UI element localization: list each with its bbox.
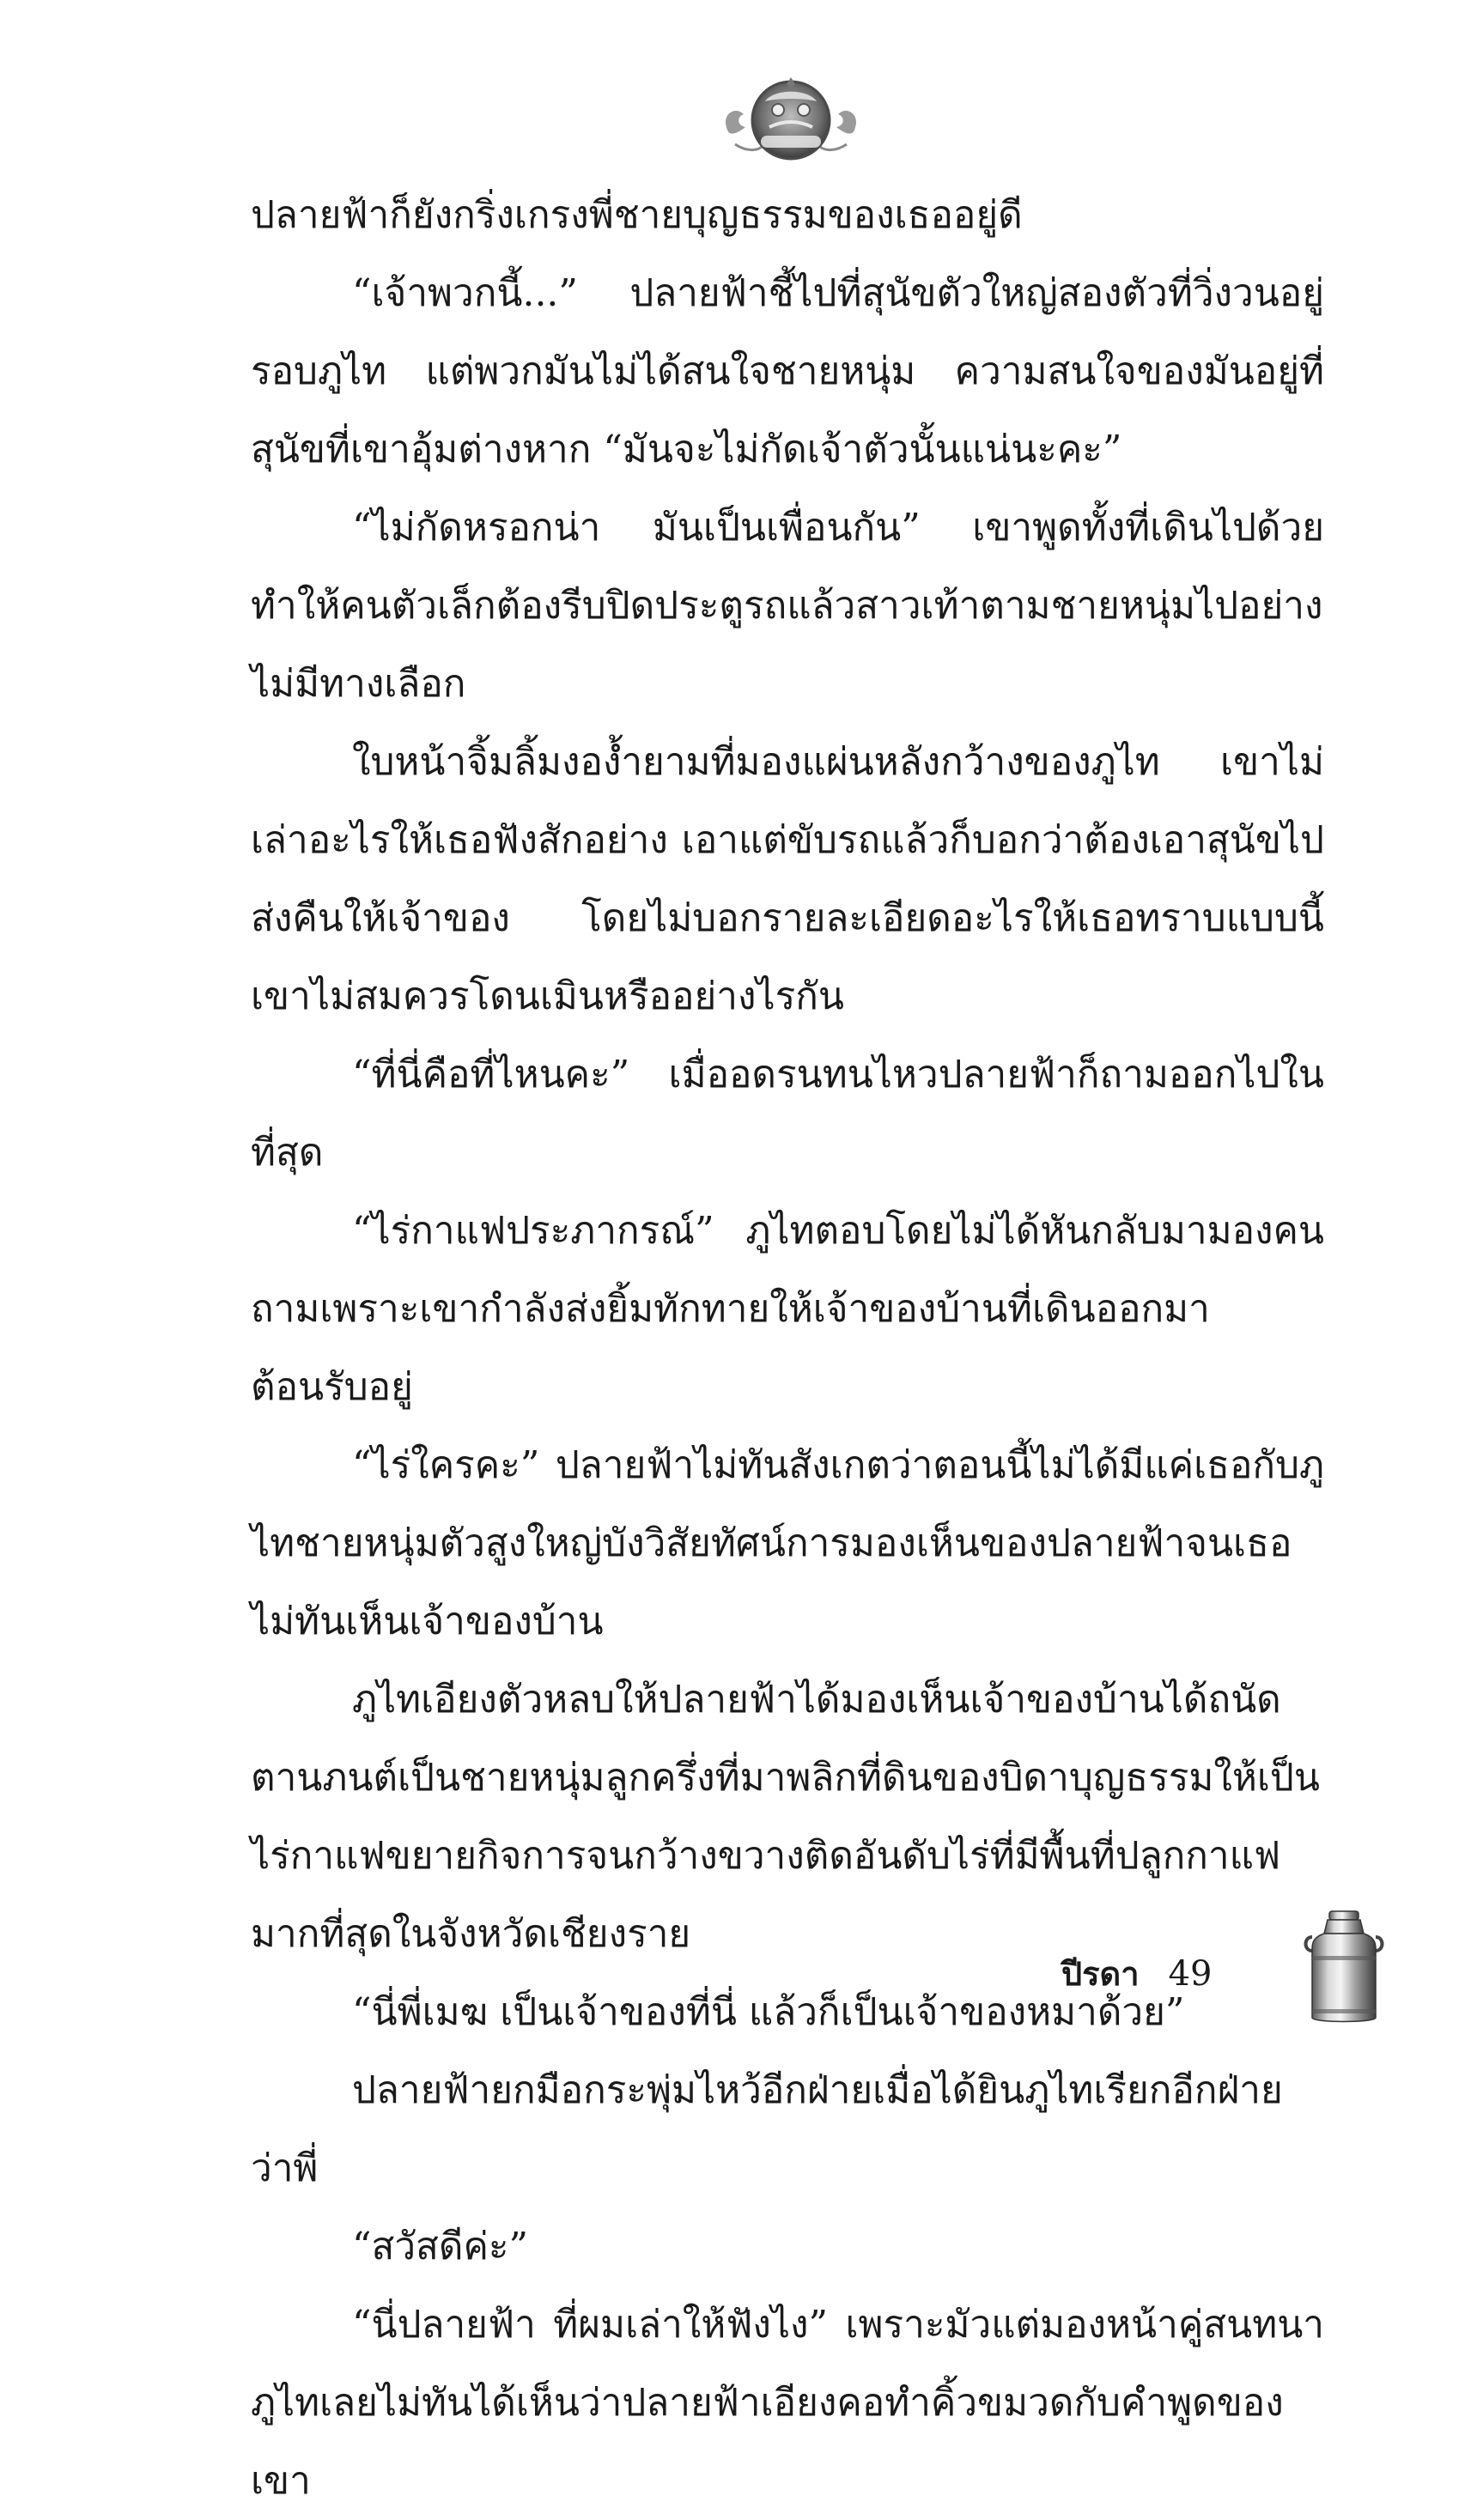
paragraph-6: “ไร่กาแฟประภากรณ์” ภูไทตอบโดยไม่ได้หันกลับมามองคนถามเพราะเขากำลังส่งยิ้มทักทายให้เจ้าของบ้านที่เดินออกมาต้อนรับอยู่: [251, 1209, 1324, 1409]
paragraph-9: “นี่พี่เมฆ เป็นเจ้าของที่นี่ แล้วก็เป็นเจ้าของหมาด้วย”: [352, 1990, 1185, 2034]
book-title: ปีรดา: [1061, 1955, 1140, 1993]
page-number: 49: [1168, 1954, 1213, 1994]
ornamental-crest-icon: [718, 67, 864, 170]
paragraph-10: ปลายฟ้ายกมือกระพุ่มไหว้อีกฝ่ายเมื่อได้ยินภูไทเรียกอีกฝ่ายว่าพี่: [251, 2068, 1283, 2190]
paragraph-3: “ไม่กัดหรอกน่า มันเป็นเพื่อนกัน” เขาพูดทั้งที่เดินไปด้วย ทำให้คนตัวเล็กต้องรีบปิดประตูรถแล้วสาวเท้าตามชายหนุ่มไปอย่างไม่มีทางเลือก: [251, 506, 1324, 706]
body-text: [251, 176, 1324, 2520]
page-footer: [1061, 1947, 1212, 1999]
paragraph-7: “ไร่ใครคะ” ปลายฟ้าไม่ทันสังเกตว่าตอนนี้ไม่ได้มีแค่เธอกับภูไทชายหนุ่มตัวสูงใหญ่บังวิสัยทัศน์การมองเห็นของปลายฟ้าจนเธอไม่ทันเห็นเจ้าของบ้าน: [251, 1443, 1324, 1643]
paragraph-4: ใบหน้าจิ้มลิ้มงอง้ำยามที่มองแผ่นหลังกว้างของภูไท เขาไม่เล่าอะไรให้เธอฟังสักอย่าง เอาแต่ขับรถแล้วก็บอกว่าต้องเอาสุนัขไปส่งคืนให้เจ้าของ โดยไม่บอกรายละเอียดอะไรให้เธอทราบแบบนี้ เขาไม่สมควรโดนเมินหรืออย่างไรกัน: [251, 740, 1324, 1018]
paragraph-5: “ที่นี่คือที่ไหนคะ” เมื่ออดรนทนไหวปลายฟ้าก็ถามออกไปในที่สุด: [251, 1053, 1324, 1175]
paragraph-8: ภูไทเอียงตัวหลบให้ปลายฟ้าได้มองเห็นเจ้าของบ้านได้ถนัดตานภนต์เป็นชายหนุ่มลูกครึ่งที่มาพลิกที่ดินของบิดาบุญธรรมให้เป็นไร่กาแฟขยายกิจการจนกว้างขวางติดอันดับไร่ที่มีพื้นที่ปลูกกาแฟมากที่สุดในจังหวัดเชียงราย: [251, 1678, 1320, 1956]
paragraph-1: ปลายฟ้าก็ยังกริ่งเกรงพี่ชายบุญธรรมของเธออยู่ดี: [251, 193, 1023, 237]
paragraph-12: “นี่ปลายฟ้า ที่ผมเล่าให้ฟังไง” เพราะมัวแต่มองหน้าคู่สนทนาภูไทเลยไม่ทันได้เห็นว่าปลายฟ้าเอียงคอทำคิ้วขมวดกับคำพูดของเขา: [251, 2303, 1324, 2503]
paragraph-11: “สวัสดีค่ะ”: [352, 2225, 529, 2268]
paragraph-2: “เจ้าพวกนี้...” ปลายฟ้าชี้ไปที่สุนัขตัวใหญ่สองตัวที่วิ่งวนอยู่รอบภูไท แต่พวกมันไม่ได้สนใจชายหนุ่ม ความสนใจของมันอยู่ที่สุนัขที่เขาอุ้มต่างหาก “มันจะไม่กัดเจ้าตัวนั้นแน่นะคะ”: [251, 271, 1324, 471]
milk-can-icon: [1297, 1908, 1391, 2028]
